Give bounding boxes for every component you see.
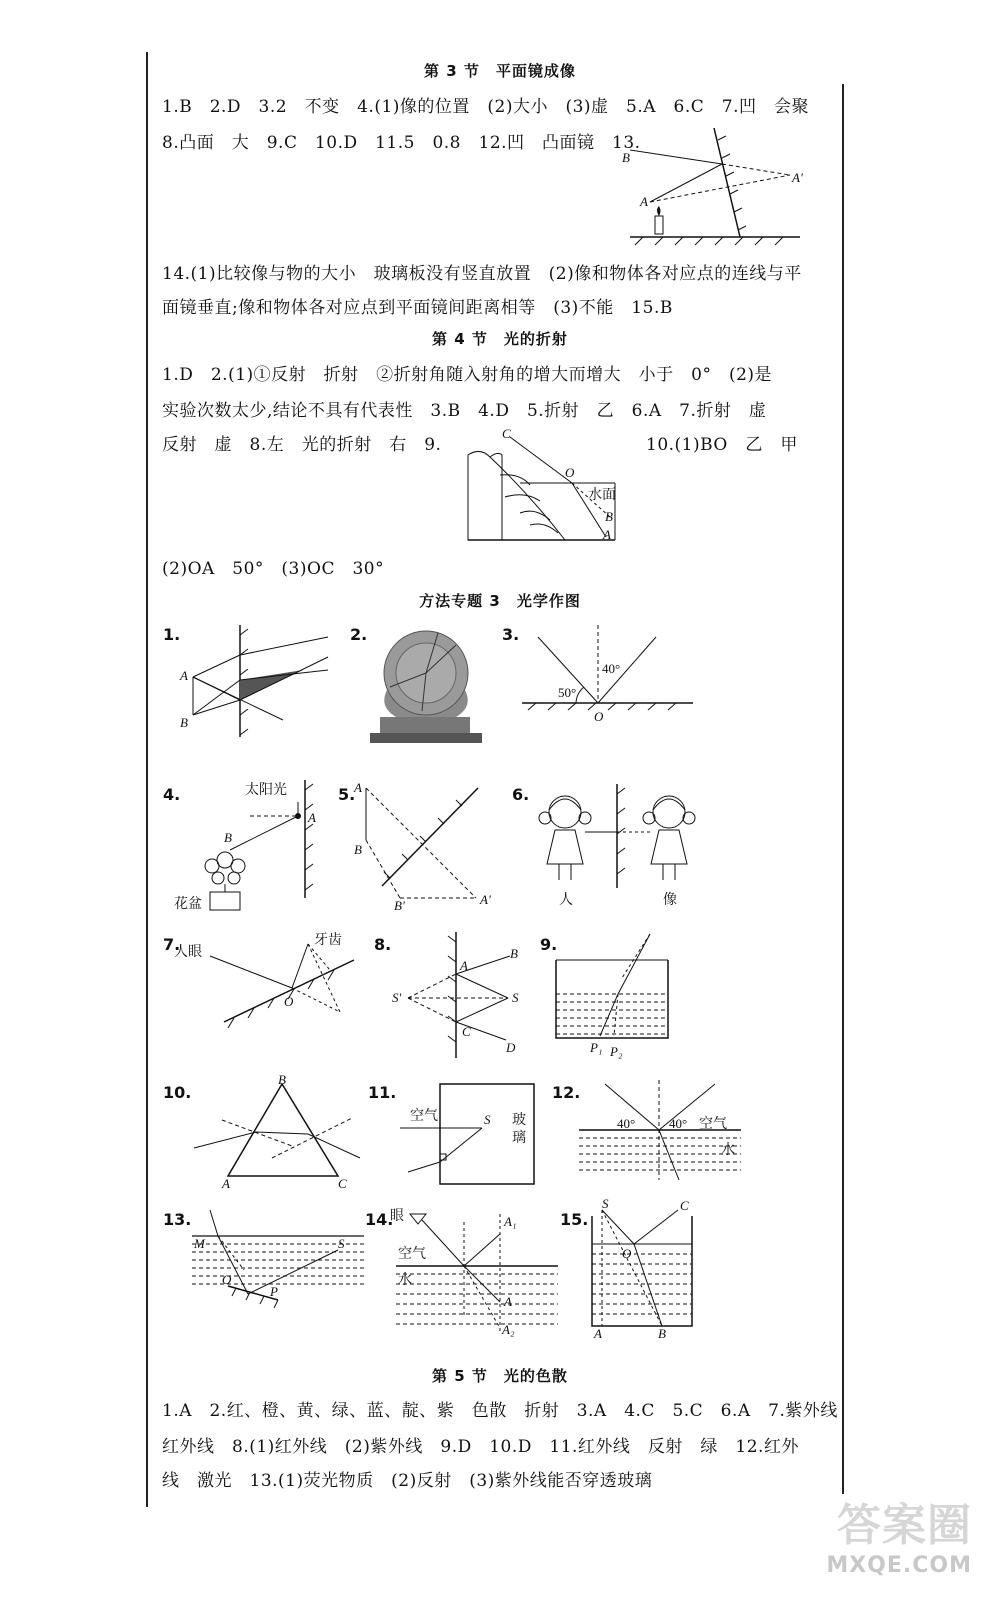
fig-7-label-eye: 人眼 — [174, 944, 202, 960]
sec4-q9-label-o: O — [565, 465, 575, 480]
sec3-q13-label-b: B — [622, 150, 630, 165]
fig-14 — [392, 1206, 562, 1336]
sec3-q13-label-a-image: A' — [792, 170, 803, 185]
fig-14-label-eye: 眼 — [390, 1208, 404, 1224]
fig-13-number: 13. — [163, 1210, 192, 1229]
fig-14-number: 14. — [365, 1210, 394, 1229]
sec3-q13-label-a: A — [640, 194, 648, 209]
fig-8 — [388, 930, 548, 1065]
sec5-line-3: 线 激光 13.(1)荧光物质 (2)反射 (3)紫外线能否穿透玻璃 — [162, 1471, 653, 1491]
fig-12 — [575, 1076, 745, 1186]
fig-4-number: 4. — [163, 785, 181, 804]
fig-5-label-a: A — [354, 780, 362, 795]
fig-7-label-o: O — [284, 994, 294, 1009]
watermark-url: MXQE.COM — [826, 1553, 972, 1578]
left-margin-rule — [146, 52, 148, 1507]
fig-14-label-air: 空气 — [398, 1246, 426, 1262]
fig-8-label-a: A — [460, 958, 468, 973]
fig-4 — [174, 780, 320, 915]
sec4-line-2: 实验次数太少,结论不具有代表性 3.B 4.D 5.折射 乙 6.A 7.折射 虚 — [162, 401, 767, 421]
fig-15-label-a: A — [594, 1326, 602, 1341]
section-5-title: 第 5 节 光的色散 — [432, 1367, 568, 1385]
sec4-q9-label-water: 水面 — [588, 487, 616, 503]
fig-8-label-s: S — [512, 990, 519, 1005]
fig-7-label-tooth: 牙齿 — [314, 932, 342, 948]
section-3-title: 第 3 节 平面镜成像 — [424, 62, 576, 80]
fig-8-label-c: C — [462, 1024, 471, 1039]
fig-14-label-water: 水 — [398, 1272, 412, 1288]
fig-13-label-s: S — [338, 1236, 345, 1251]
fig-15-number: 15. — [560, 1210, 589, 1229]
fig-3 — [518, 625, 698, 725]
fig-4-label-pot: 花盆 — [174, 896, 202, 912]
fig-5-label-a-image: A' — [480, 892, 491, 907]
fig-10-label-b: B — [278, 1072, 286, 1087]
fig-5 — [350, 780, 500, 913]
fig-2-number: 2. — [350, 625, 368, 644]
fig-6-label-person: 人 — [559, 892, 573, 908]
fig-3-number: 3. — [502, 625, 520, 644]
sec4-line-3: 反射 虚 8.左 光的折射 右 9. — [162, 435, 442, 455]
fig-5-label-b-image: B' — [394, 898, 405, 913]
fig-2-sundial-photo — [366, 625, 486, 743]
fig-1-label-b: B — [180, 715, 188, 730]
fig-6 — [525, 780, 705, 910]
fig-8-label-b: B — [510, 946, 518, 961]
sec4-q9-label-a: A — [603, 527, 611, 542]
fig-4-label-b: B — [224, 830, 232, 845]
sec4-line-4: (2)OA 50° (3)OC 30° — [162, 559, 385, 579]
fig-13-label-o: O — [222, 1272, 232, 1287]
fig-12-label-water: 水 — [721, 1142, 735, 1158]
fig-11-number: 11. — [368, 1083, 397, 1102]
sec5-line-1: 1.A 2.红、橙、黄、绿、蓝、靛、紫 色散 折射 3.A 4.C 5.C 6.A 7.紫外线 — [162, 1401, 838, 1421]
fig-12-number: 12. — [552, 1083, 581, 1102]
sec4-q9-label-b: B — [605, 509, 613, 524]
fig-11-label-glass-2: 璃 — [512, 1130, 526, 1146]
fig-11-label-air: 空气 — [410, 1108, 438, 1124]
fig-6-number: 6. — [512, 785, 530, 804]
fig-3-label-50: 50° — [558, 685, 577, 700]
sec5-line-2: 红外线 8.(1)红外线 (2)紫外线 9.D 10.D 11.红外线 反射 绿 12.红外 — [162, 1437, 799, 1457]
fig-13 — [188, 1206, 368, 1316]
fig-12-label-40-right: 40° — [669, 1116, 688, 1131]
sec3-line-4: 面镜垂直;像和物体各对应点到平面镜间距离相等 (3)不能 15.B — [162, 298, 673, 318]
fig-10-label-a: A — [222, 1176, 230, 1191]
fig-13-label-p: P — [270, 1284, 278, 1299]
method-3-title: 方法专题 3 光学作图 — [419, 592, 581, 610]
fig-5-label-b: B — [354, 842, 362, 857]
fig-11-label-glass-1: 玻 — [512, 1112, 526, 1128]
sec4-q9-figure — [460, 425, 630, 545]
fig-8-label-s-image: S' — [392, 990, 402, 1005]
watermark — [826, 1489, 972, 1578]
fig-12-label-air: 空气 — [699, 1116, 727, 1132]
fig-9 — [552, 930, 702, 1060]
sec4-q9-label-c: C — [502, 426, 511, 441]
fig-1-number: 1. — [163, 625, 181, 644]
fig-15-label-b: B — [658, 1326, 666, 1341]
fig-1-label-a: A — [180, 668, 188, 683]
sec3-line-1: 1.B 2.D 3.2 不变 4.(1)像的位置 (2)大小 (3)虚 5.A 6.C 7.凹 会聚 — [162, 97, 810, 117]
sec4-q10-answer: 10.(1)BO 乙 甲 — [646, 435, 798, 455]
fig-8-number: 8. — [374, 935, 392, 954]
fig-4-label-a: A — [308, 810, 316, 825]
fig-11 — [388, 1080, 548, 1195]
sec3-line-2: 8.凸面 大 9.C 10.D 11.5 0.8 12.凹 凸面镜 13. — [162, 133, 641, 153]
fig-1 — [178, 625, 338, 740]
fig-11-label-s: S — [484, 1112, 491, 1127]
fig-13-label-m: M — [194, 1236, 205, 1251]
fig-4-label-sunlight: 太阳光 — [245, 782, 287, 798]
fig-3-label-o: O — [594, 709, 604, 724]
fig-15-label-c: C — [680, 1198, 689, 1213]
sec3-line-3: 14.(1)比较像与物的大小 玻璃板没有竖直放置 (2)像和物体各对应点的连线与平 — [162, 264, 802, 284]
right-margin-rule — [842, 84, 844, 1494]
fig-14-label-a1: A₁ — [504, 1214, 517, 1229]
fig-9-label-p2: P₂ — [610, 1044, 623, 1059]
fig-9-number: 9. — [540, 935, 558, 954]
fig-10-label-c: C — [338, 1176, 347, 1191]
fig-12-label-40-left: 40° — [617, 1116, 636, 1131]
fig-7-number: 7. — [163, 935, 181, 954]
fig-5-number: 5. — [338, 785, 356, 804]
section-4-title: 第 4 节 光的折射 — [432, 330, 568, 348]
sec3-q13-figure — [600, 120, 840, 245]
fig-7 — [172, 930, 362, 1030]
fig-10 — [182, 1072, 362, 1191]
fig-10-number: 10. — [163, 1083, 192, 1102]
fig-15 — [588, 1196, 718, 1341]
fig-9-label-p1: P₁ — [590, 1040, 603, 1055]
watermark-logo: 答案圈 — [837, 1500, 972, 1551]
fig-14-label-a2: A₂ — [502, 1322, 515, 1337]
fig-3-label-40: 40° — [602, 661, 621, 676]
fig-8-label-d: D — [506, 1040, 516, 1055]
sec4-line-1: 1.D 2.(1)①反射 折射 ②折射角随入射角的增大而增大 小于 0° (2)是 — [162, 365, 773, 385]
fig-14-label-a: A — [504, 1294, 512, 1309]
fig-15-label-s: S — [602, 1196, 609, 1211]
fig-15-label-o: O — [622, 1246, 632, 1261]
fig-6-label-image: 像 — [663, 892, 677, 908]
